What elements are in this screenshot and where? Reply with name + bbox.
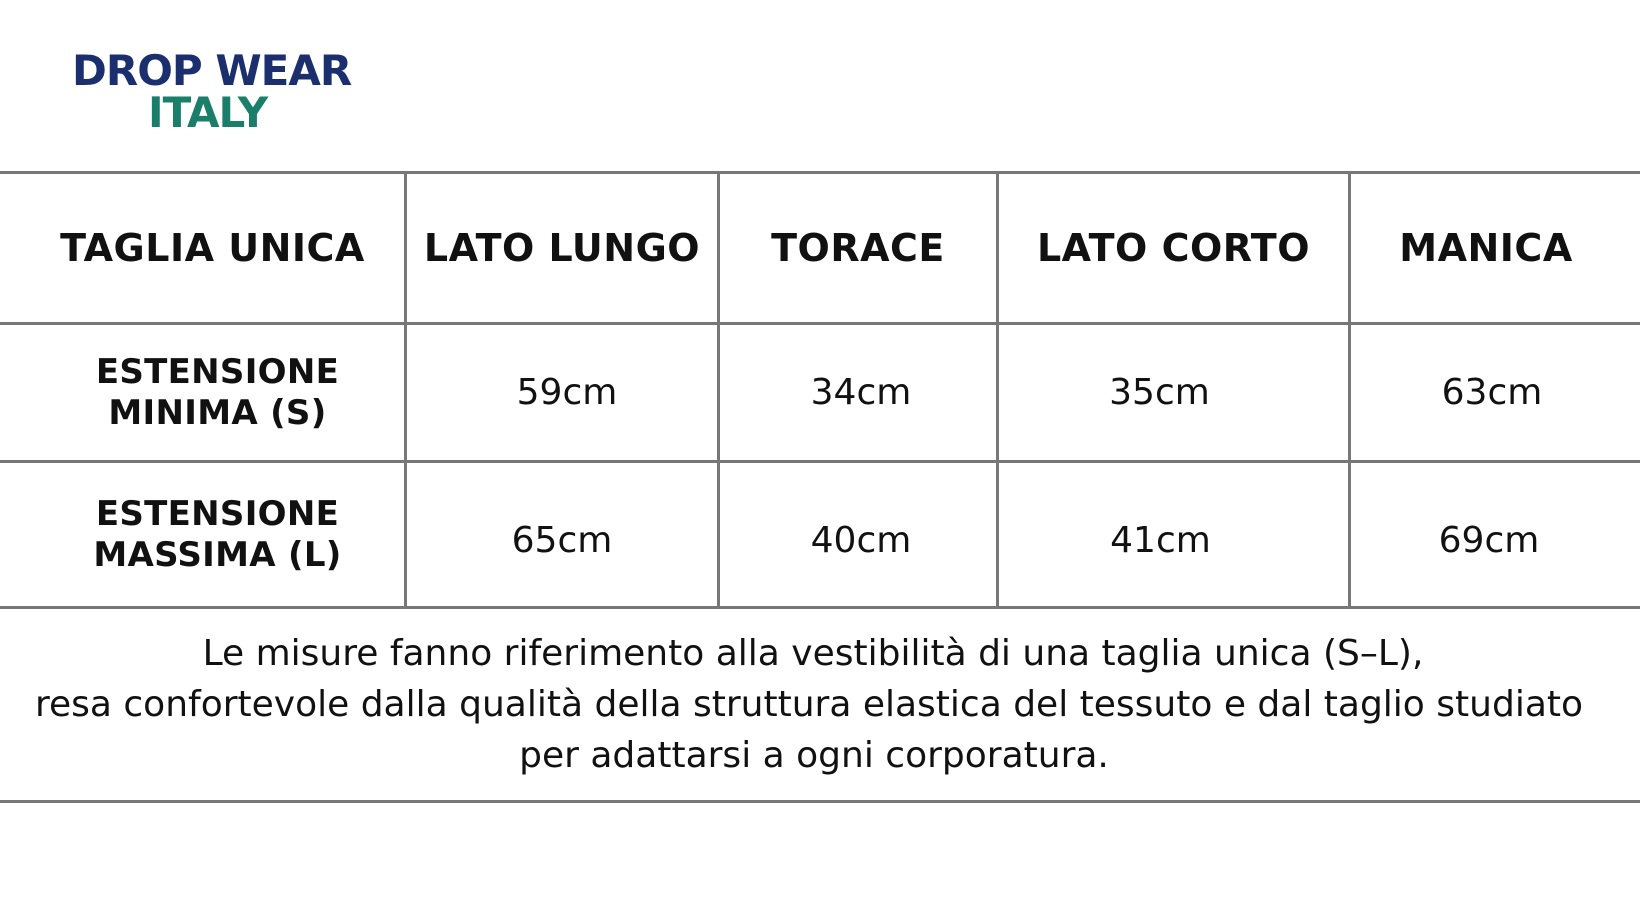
- header-taglia-unica: TAGLIA UNICA: [60, 226, 365, 270]
- header-lato-corto: LATO CORTO: [1036, 226, 1311, 270]
- brand-line1: DROP WEAR: [72, 46, 352, 95]
- cell-lato-corto-s: 35cm: [1109, 372, 1210, 413]
- cell-torace-s: 34cm: [810, 372, 912, 413]
- cell-torace-l: 40cm: [810, 519, 912, 561]
- row-label-minima: [0, 325, 435, 460]
- note-border-bottom: [0, 800, 1640, 803]
- size-note: [0, 628, 1640, 781]
- header-torace: TORACE: [771, 226, 945, 270]
- brand-line2: ITALY: [148, 88, 268, 137]
- header-lato-lungo: LATO LUNGO: [423, 226, 701, 270]
- cell-lato-lungo-s: 59cm: [516, 372, 618, 413]
- note-line2: resa confortevole dalla qualità della struttura elastica del tessuto e dal taglio studiato: [34, 684, 1584, 725]
- cell-lato-corto-l: 41cm: [1110, 519, 1211, 561]
- brand-logo: [72, 46, 352, 137]
- cell-lato-lungo-l: 65cm: [511, 519, 613, 561]
- note-line1: Le misure fanno riferimento alla vestibilità di una taglia unica (S–L),: [202, 633, 1424, 674]
- cell-manica-s: 63cm: [1441, 372, 1543, 413]
- row-label-line2: MINIMA (S): [108, 392, 327, 433]
- row-label-line1: ESTENSIONE: [95, 351, 340, 392]
- row-label-line2: MASSIMA (L): [93, 534, 342, 575]
- row-label-massima: [0, 463, 435, 606]
- cell-manica-l: 69cm: [1438, 519, 1540, 561]
- note-line3: per adattarsi a ogni corporatura.: [519, 735, 1109, 776]
- row-label-line1: ESTENSIONE: [95, 493, 340, 534]
- header-manica: MANICA: [1399, 226, 1573, 270]
